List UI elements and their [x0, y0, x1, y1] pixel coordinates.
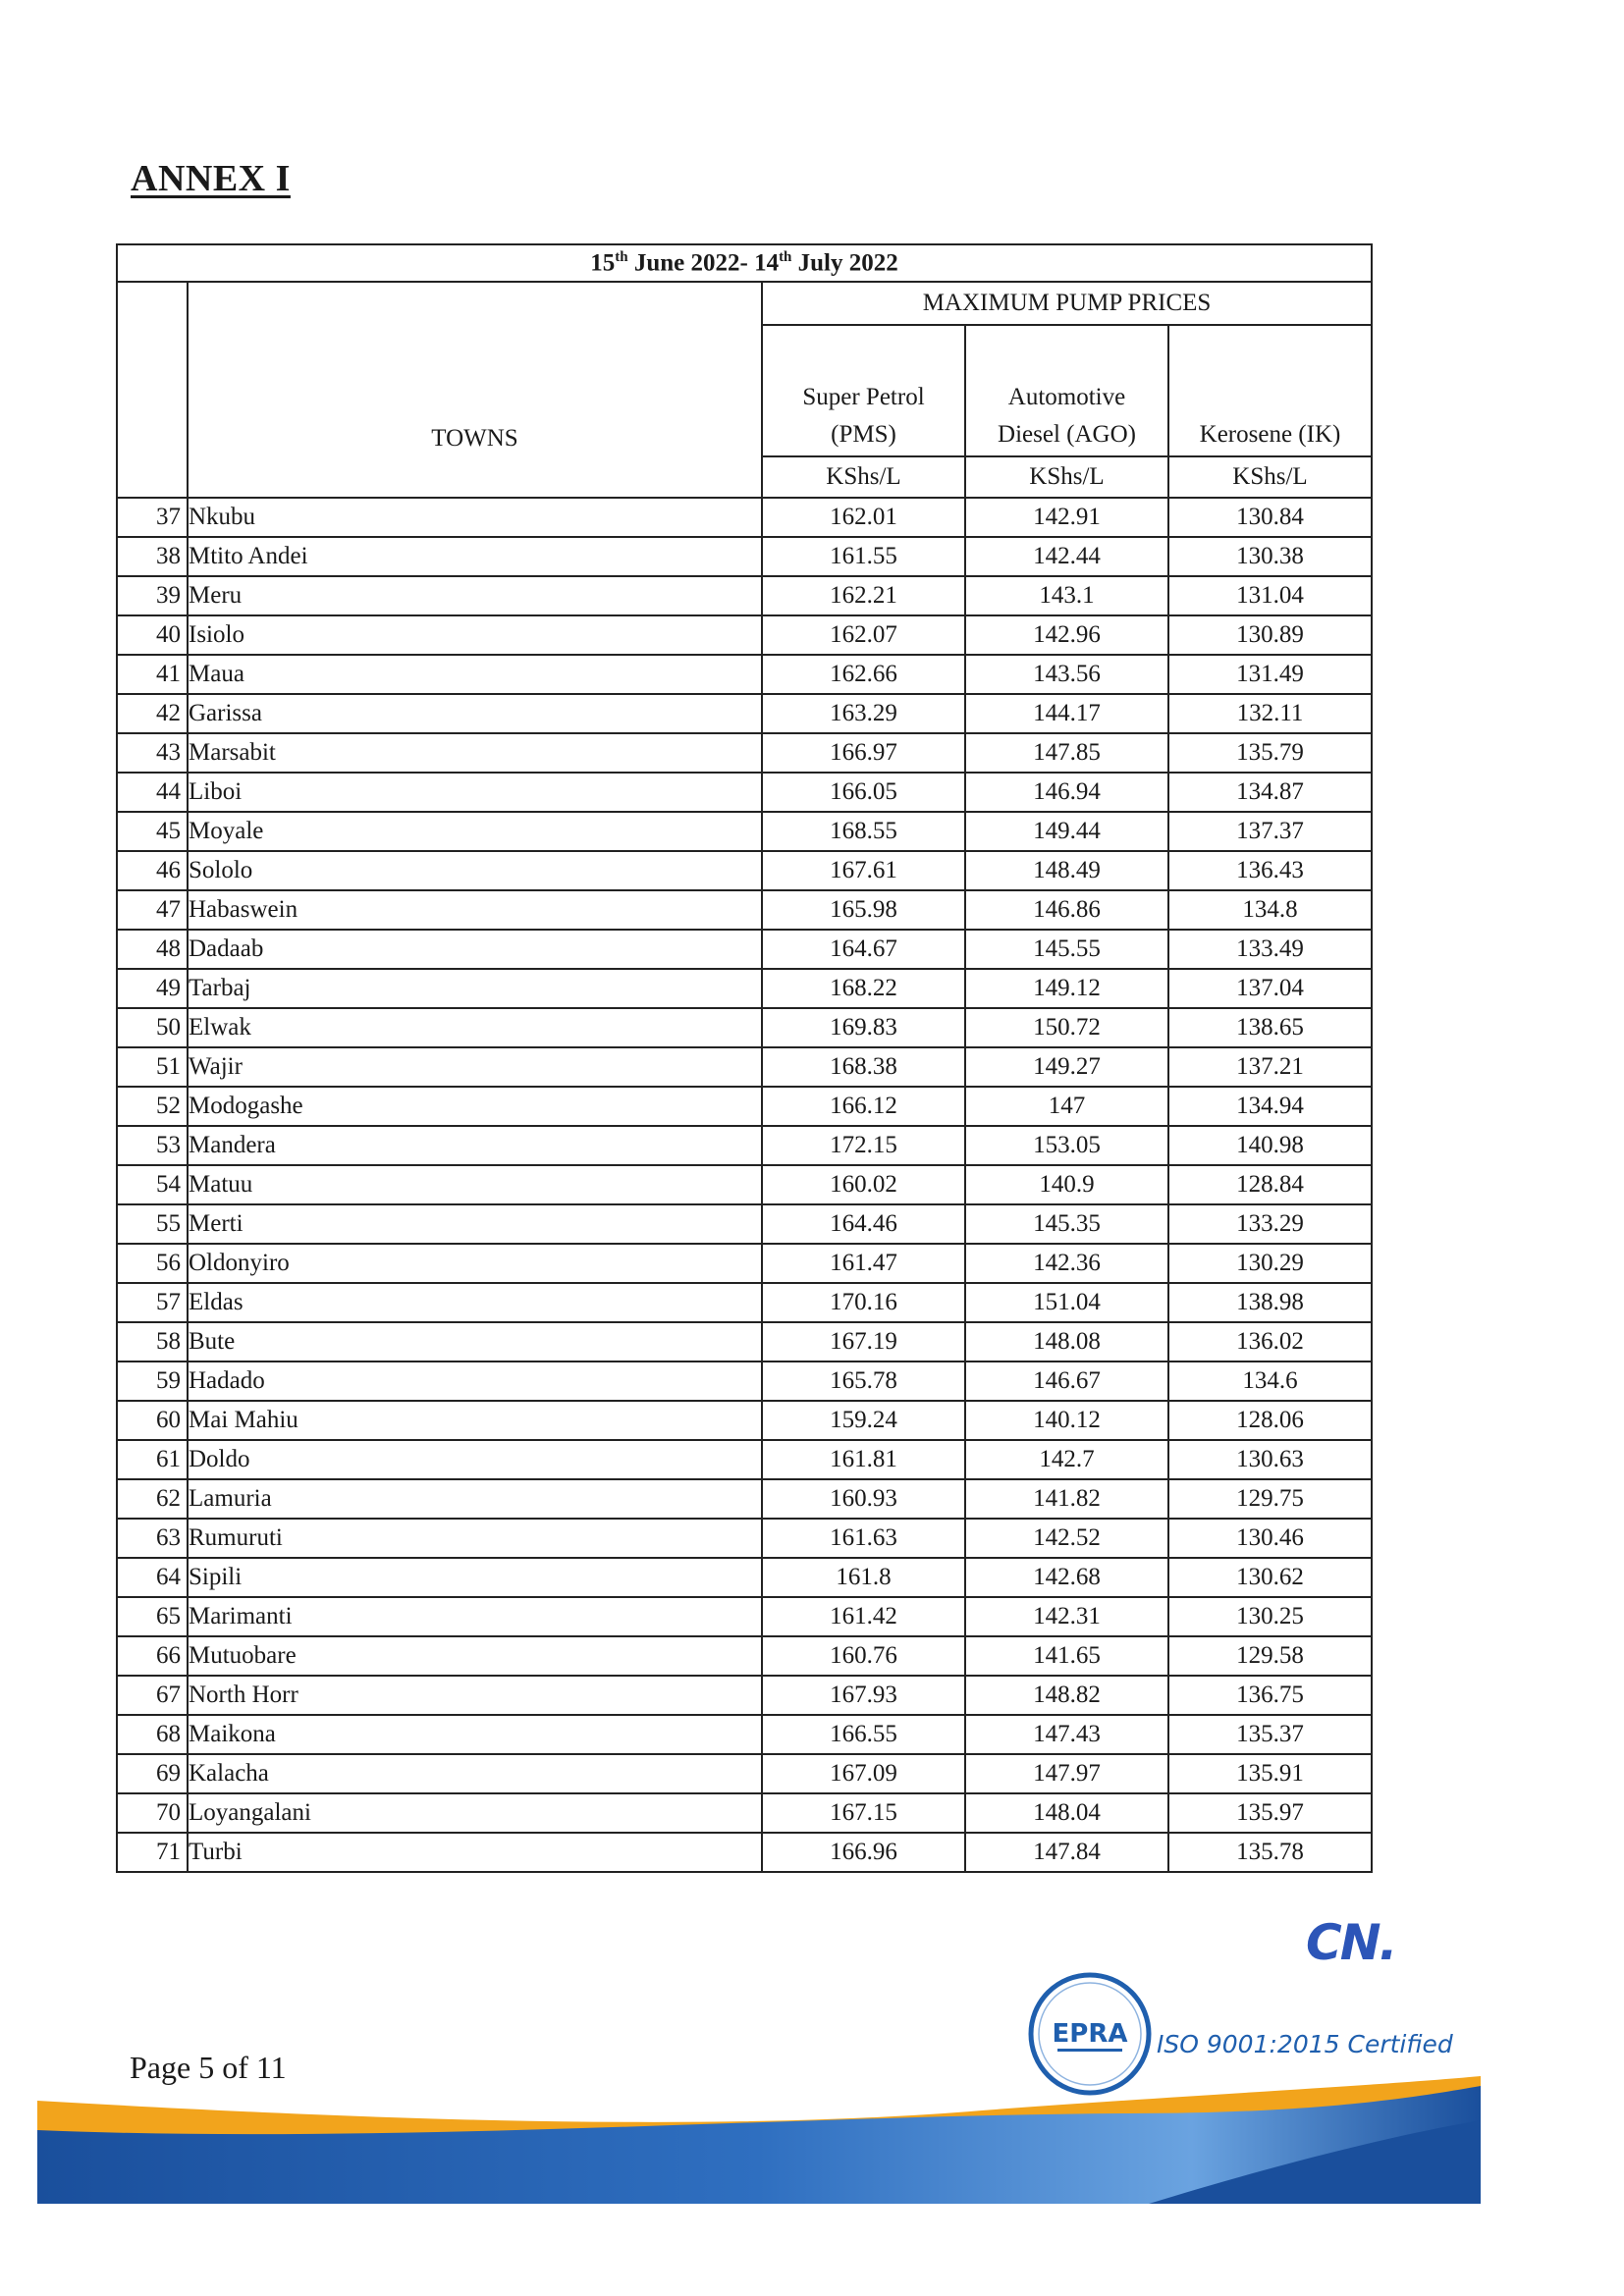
ik-price: 130.84	[1168, 498, 1372, 537]
ago-price: 148.08	[965, 1322, 1168, 1362]
number-column-header	[117, 282, 188, 498]
ago-price: 142.68	[965, 1558, 1168, 1597]
pms-price: 160.93	[762, 1479, 965, 1519]
row-number: 46	[117, 851, 188, 890]
town-name: Maikona	[188, 1715, 762, 1754]
town-name: Garissa	[188, 694, 762, 733]
table-row	[117, 655, 1372, 694]
ago-price: 142.7	[965, 1440, 1168, 1479]
pms-price: 160.02	[762, 1165, 965, 1204]
row-number: 56	[117, 1244, 188, 1283]
row-number: 37	[117, 498, 188, 537]
ik-price: 132.11	[1168, 694, 1372, 733]
pms-price: 164.46	[762, 1204, 965, 1244]
row-number: 58	[117, 1322, 188, 1362]
ik-unit: KShs/L	[1168, 456, 1372, 498]
pms-price: 167.15	[762, 1793, 965, 1833]
pms-price: 161.55	[762, 537, 965, 576]
table-row	[117, 1283, 1372, 1322]
pms-price: 165.98	[762, 890, 965, 930]
ik-header: Kerosene (IK)	[1168, 325, 1372, 456]
ik-price: 130.89	[1168, 615, 1372, 655]
ik-price: 133.29	[1168, 1204, 1372, 1244]
pms-price: 170.16	[762, 1283, 965, 1322]
ago-price: 142.36	[965, 1244, 1168, 1283]
pms-unit: KShs/L	[762, 456, 965, 498]
town-name: Eldas	[188, 1283, 762, 1322]
ik-price: 130.63	[1168, 1440, 1372, 1479]
pump-prices-table	[116, 243, 1373, 1873]
pms-header: Super Petrol (PMS)	[762, 325, 965, 456]
pms-price: 166.97	[762, 733, 965, 773]
table-row	[117, 969, 1372, 1008]
town-name: Matuu	[188, 1165, 762, 1204]
table-row	[117, 1401, 1372, 1440]
ik-price: 130.29	[1168, 1244, 1372, 1283]
town-name: Meru	[188, 576, 762, 615]
row-number: 43	[117, 733, 188, 773]
ik-price: 128.06	[1168, 1401, 1372, 1440]
table-row	[117, 1047, 1372, 1087]
table-row	[117, 812, 1372, 851]
pms-price: 168.38	[762, 1047, 965, 1087]
pms-price: 168.22	[762, 969, 965, 1008]
ago-price: 149.12	[965, 969, 1168, 1008]
ago-price: 141.82	[965, 1479, 1168, 1519]
ago-price: 146.94	[965, 773, 1168, 812]
table-row	[117, 1087, 1372, 1126]
ik-price: 137.21	[1168, 1047, 1372, 1087]
pms-price: 161.47	[762, 1244, 965, 1283]
row-number: 47	[117, 890, 188, 930]
ago-price: 147	[965, 1087, 1168, 1126]
town-name: Dadaab	[188, 930, 762, 969]
pms-price: 167.61	[762, 851, 965, 890]
ago-price: 147.84	[965, 1833, 1168, 1872]
pms-price: 161.8	[762, 1558, 965, 1597]
ago-price: 148.49	[965, 851, 1168, 890]
row-number: 61	[117, 1440, 188, 1479]
town-name: Bute	[188, 1322, 762, 1362]
ik-price: 129.75	[1168, 1479, 1372, 1519]
town-name: Sololo	[188, 851, 762, 890]
logo-text: EPRA	[1052, 2019, 1128, 2049]
town-name: Turbi	[188, 1833, 762, 1872]
ago-price: 149.44	[965, 812, 1168, 851]
table-row	[117, 1322, 1372, 1362]
town-name: Elwak	[188, 1008, 762, 1047]
table-row	[117, 1715, 1372, 1754]
ago-price: 147.85	[965, 733, 1168, 773]
ik-price: 135.37	[1168, 1715, 1372, 1754]
table-row	[117, 537, 1372, 576]
ik-price: 137.37	[1168, 812, 1372, 851]
ik-price: 135.79	[1168, 733, 1372, 773]
ik-price: 133.49	[1168, 930, 1372, 969]
ago-price: 146.86	[965, 890, 1168, 930]
ago-unit: KShs/L	[965, 456, 1168, 498]
row-number: 44	[117, 773, 188, 812]
ik-price: 134.6	[1168, 1362, 1372, 1401]
table-row	[117, 1126, 1372, 1165]
row-number: 42	[117, 694, 188, 733]
row-number: 71	[117, 1833, 188, 1872]
town-name: Loyangalani	[188, 1793, 762, 1833]
pms-price: 166.96	[762, 1833, 965, 1872]
table-row	[117, 1362, 1372, 1401]
signature: CN.	[1306, 1914, 1396, 1971]
town-name: Tarbaj	[188, 969, 762, 1008]
town-name: Modogashe	[188, 1087, 762, 1126]
row-number: 60	[117, 1401, 188, 1440]
ago-header: Automotive Diesel (AGO)	[965, 325, 1168, 456]
pms-price: 166.12	[762, 1087, 965, 1126]
town-name: Mutuobare	[188, 1636, 762, 1676]
ik-price: 134.94	[1168, 1087, 1372, 1126]
row-number: 38	[117, 537, 188, 576]
table-row	[117, 1165, 1372, 1204]
ik-price: 136.02	[1168, 1322, 1372, 1362]
ik-price: 130.38	[1168, 537, 1372, 576]
ago-price: 149.27	[965, 1047, 1168, 1087]
ago-price: 148.82	[965, 1676, 1168, 1715]
row-number: 53	[117, 1126, 188, 1165]
pms-price: 160.76	[762, 1636, 965, 1676]
pms-price: 162.21	[762, 576, 965, 615]
town-name: Nkubu	[188, 498, 762, 537]
table-row	[117, 576, 1372, 615]
town-name: Kalacha	[188, 1754, 762, 1793]
pms-price: 168.55	[762, 812, 965, 851]
ik-price: 130.25	[1168, 1597, 1372, 1636]
table-row	[117, 733, 1372, 773]
table-row	[117, 1793, 1372, 1833]
row-number: 57	[117, 1283, 188, 1322]
table-row	[117, 1754, 1372, 1793]
period-header: 15th June 2022- 14th July 2022	[117, 244, 1372, 282]
table-row	[117, 1244, 1372, 1283]
table-row	[117, 1479, 1372, 1519]
town-name: Sipili	[188, 1558, 762, 1597]
ago-price: 142.52	[965, 1519, 1168, 1558]
table-row	[117, 773, 1372, 812]
table-row	[117, 890, 1372, 930]
table-row	[117, 930, 1372, 969]
ik-price: 134.87	[1168, 773, 1372, 812]
row-number: 54	[117, 1165, 188, 1204]
ik-price: 128.84	[1168, 1165, 1372, 1204]
row-number: 68	[117, 1715, 188, 1754]
max-pump-prices-header: MAXIMUM PUMP PRICES	[762, 282, 1372, 325]
row-number: 66	[117, 1636, 188, 1676]
ago-price: 153.05	[965, 1126, 1168, 1165]
town-name: Lamuria	[188, 1479, 762, 1519]
row-number: 51	[117, 1047, 188, 1087]
ago-price: 144.17	[965, 694, 1168, 733]
row-number: 62	[117, 1479, 188, 1519]
pms-price: 167.09	[762, 1754, 965, 1793]
town-name: North Horr	[188, 1676, 762, 1715]
ago-price: 143.56	[965, 655, 1168, 694]
ago-price: 140.9	[965, 1165, 1168, 1204]
table-row	[117, 694, 1372, 733]
ik-price: 137.04	[1168, 969, 1372, 1008]
ago-price: 142.91	[965, 498, 1168, 537]
row-number: 49	[117, 969, 188, 1008]
town-name: Rumuruti	[188, 1519, 762, 1558]
table-row	[117, 1558, 1372, 1597]
row-number: 48	[117, 930, 188, 969]
pms-price: 162.66	[762, 655, 965, 694]
page-number: Page 5 of 11	[130, 2050, 287, 2085]
town-name: Maua	[188, 655, 762, 694]
pms-price: 162.07	[762, 615, 965, 655]
town-name: Habaswein	[188, 890, 762, 930]
ago-price: 148.04	[965, 1793, 1168, 1833]
pms-price: 161.63	[762, 1519, 965, 1558]
ago-price: 145.55	[965, 930, 1168, 969]
town-name: Isiolo	[188, 615, 762, 655]
ik-price: 131.49	[1168, 655, 1372, 694]
pms-price: 161.42	[762, 1597, 965, 1636]
ik-price: 135.97	[1168, 1793, 1372, 1833]
table-row	[117, 851, 1372, 890]
table-row	[117, 498, 1372, 537]
ik-price: 135.78	[1168, 1833, 1372, 1872]
ik-price: 136.75	[1168, 1676, 1372, 1715]
pms-price: 162.01	[762, 498, 965, 537]
row-number: 40	[117, 615, 188, 655]
table-row	[117, 1204, 1372, 1244]
row-number: 55	[117, 1204, 188, 1244]
town-name: Marimanti	[188, 1597, 762, 1636]
pms-price: 165.78	[762, 1362, 965, 1401]
annex-title: ANNEX I	[131, 158, 291, 199]
row-number: 63	[117, 1519, 188, 1558]
row-number: 41	[117, 655, 188, 694]
ago-price: 142.96	[965, 615, 1168, 655]
ik-price: 138.98	[1168, 1283, 1372, 1322]
town-name: Mtito Andei	[188, 537, 762, 576]
pms-price: 167.19	[762, 1322, 965, 1362]
ago-price: 147.97	[965, 1754, 1168, 1793]
table-row	[117, 615, 1372, 655]
ik-price: 135.91	[1168, 1754, 1372, 1793]
footer-wave-decoration	[0, 2076, 1624, 2214]
table-row	[117, 1833, 1372, 1872]
ago-price: 143.1	[965, 576, 1168, 615]
ago-price: 147.43	[965, 1715, 1168, 1754]
row-number: 52	[117, 1087, 188, 1126]
town-name: Hadado	[188, 1362, 762, 1401]
town-name: Liboi	[188, 773, 762, 812]
table-row	[117, 1008, 1372, 1047]
pms-price: 159.24	[762, 1401, 965, 1440]
town-name: Doldo	[188, 1440, 762, 1479]
row-number: 64	[117, 1558, 188, 1597]
table-row	[117, 1676, 1372, 1715]
row-number: 69	[117, 1754, 188, 1793]
towns-header: TOWNS	[188, 282, 762, 498]
row-number: 45	[117, 812, 188, 851]
pms-price: 167.93	[762, 1676, 965, 1715]
row-number: 70	[117, 1793, 188, 1833]
town-name: Merti	[188, 1204, 762, 1244]
ik-price: 134.8	[1168, 890, 1372, 930]
ago-price: 142.31	[965, 1597, 1168, 1636]
ago-price: 141.65	[965, 1636, 1168, 1676]
table-row	[117, 1597, 1372, 1636]
ago-price: 145.35	[965, 1204, 1168, 1244]
ik-price: 138.65	[1168, 1008, 1372, 1047]
pms-price: 166.55	[762, 1715, 965, 1754]
town-name: Oldonyiro	[188, 1244, 762, 1283]
pms-price: 161.81	[762, 1440, 965, 1479]
row-number: 50	[117, 1008, 188, 1047]
ik-price: 130.46	[1168, 1519, 1372, 1558]
row-number: 39	[117, 576, 188, 615]
row-number: 59	[117, 1362, 188, 1401]
ago-price: 142.44	[965, 537, 1168, 576]
table-row	[117, 1519, 1372, 1558]
pms-price: 169.83	[762, 1008, 965, 1047]
town-name: Wajir	[188, 1047, 762, 1087]
ik-price: 136.43	[1168, 851, 1372, 890]
ago-price: 151.04	[965, 1283, 1168, 1322]
town-name: Marsabit	[188, 733, 762, 773]
ago-price: 140.12	[965, 1401, 1168, 1440]
ik-price: 130.62	[1168, 1558, 1372, 1597]
iso-certification: ISO 9001:2015 Certified	[1157, 2030, 1453, 2058]
pms-price: 172.15	[762, 1126, 965, 1165]
ik-price: 131.04	[1168, 576, 1372, 615]
table-row	[117, 1440, 1372, 1479]
pms-price: 166.05	[762, 773, 965, 812]
row-number: 67	[117, 1676, 188, 1715]
town-name: Moyale	[188, 812, 762, 851]
ago-price: 150.72	[965, 1008, 1168, 1047]
ik-price: 140.98	[1168, 1126, 1372, 1165]
pms-price: 164.67	[762, 930, 965, 969]
ik-price: 129.58	[1168, 1636, 1372, 1676]
ago-price: 146.67	[965, 1362, 1168, 1401]
row-number: 65	[117, 1597, 188, 1636]
town-name: Mandera	[188, 1126, 762, 1165]
table-row	[117, 1636, 1372, 1676]
town-name: Mai Mahiu	[188, 1401, 762, 1440]
pms-price: 163.29	[762, 694, 965, 733]
